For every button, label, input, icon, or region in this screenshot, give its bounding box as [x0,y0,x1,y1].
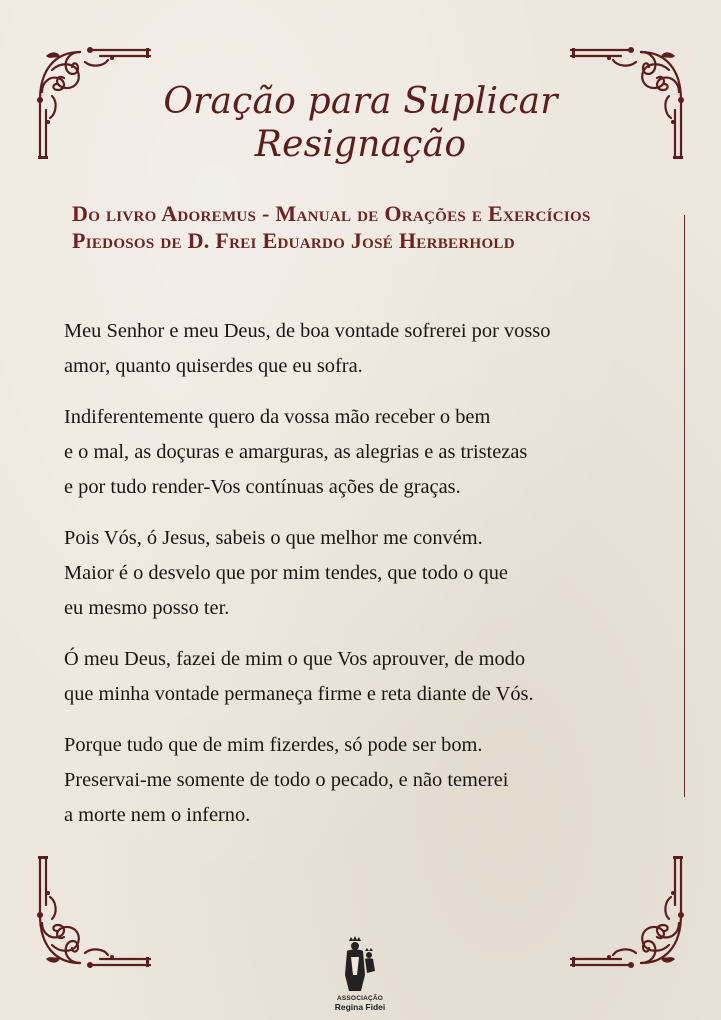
text-line: Pois Vós, ó Jesus, sabeis o que melhor me convém. [64,527,483,549]
text-line: Indiferentemente quero da vossa mão receber o bem [64,406,491,428]
prayer-paragraph [64,728,654,833]
flourish-corner-icon [566,850,691,975]
text-line: Maior é o desvelo que por mim tendes, que todo o que [64,562,508,584]
flourish-corner-icon [30,850,155,975]
text-line: eu mesmo posso ter. [64,597,230,619]
prayer-body [64,314,654,849]
logo-line-1: ASSOCIAÇÃO [336,995,384,1002]
prayer-paragraph [64,400,654,505]
title-line-2: Resignação [254,124,467,165]
text-line: Ó meu Deus, fazei de mim o que Vos aprouver, de modo [64,648,526,670]
association-logo [320,935,400,1015]
text-line: Preservai-me somente de todo o pecado, e não temerei [64,769,509,791]
text-line: e o mal, as doçuras e amarguras, as alegrias e as tristezas [64,441,528,463]
text-line: que minha vontade permaneça firme e reta diante de Vós. [64,683,534,705]
logo-line-2: Regina Fidei [334,1002,386,1012]
text-line: Meu Senhor e meu Deus, de boa vontade sofrerei por vosso [64,320,551,342]
corner-ornament-bottom-left [30,850,155,975]
prayer-paragraph [64,642,654,712]
source-subtitle: Do livro Adoremus - Manual de Orações e Exercícios Piedosos de D. Frei Eduardo José Herberhold [72,201,591,253]
page-title [0,80,721,166]
prayer-paragraph [64,521,654,626]
text-line: Porque tudo que de mim fizerdes, só pode ser bom. [64,734,483,756]
text-line: e por tudo render-Vos contínuas ações de graças. [64,476,461,498]
text-line: amor, quanto quiserdes que eu sofra. [64,355,363,377]
corner-ornament-bottom-right [566,850,691,975]
vertical-divider [684,215,685,797]
title-line-1: Oração para Suplicar [163,81,558,122]
text-line: a morte nem o inferno. [64,804,251,826]
madonna-child-logo-icon [335,935,385,993]
prayer-paragraph [64,314,654,384]
